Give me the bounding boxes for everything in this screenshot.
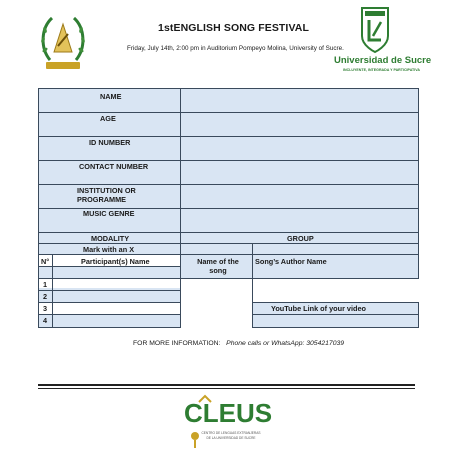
row-number-1: 1 <box>43 280 48 289</box>
modality-label: MODALITY <box>91 234 130 243</box>
number-column-header: N° <box>41 257 50 266</box>
group-label: GROUP <box>287 234 314 243</box>
university-shield-logo <box>360 6 390 54</box>
cleus-logo <box>183 392 273 450</box>
music-genre-label: MUSIC GENRE <box>83 209 135 218</box>
university-tagline: INCLUYENTE, INTEGRADA Y PARTICIPATIVA <box>343 68 420 72</box>
row-1-cell[interactable] <box>39 278 180 288</box>
festival-crest-logo <box>38 10 88 74</box>
age-label: AGE <box>100 114 116 123</box>
divider-line <box>38 384 415 386</box>
info-label: FOR MORE INFORMATION: <box>133 340 221 347</box>
row-3-cell[interactable] <box>39 302 180 314</box>
row-number-2: 2 <box>43 292 48 301</box>
contact-text: Phone calls or WhatsApp: 3054217039 <box>226 340 345 347</box>
festival-subtitle: Friday, July 14th, 2:00 pm in Auditorium Pompeyo Molina, University of Sucre. <box>127 45 344 52</box>
cleus-logo-subtext: CENTRO DE LENGUAS EXTRANJERAS <box>201 431 261 435</box>
song-name-column-header: Name of the song <box>197 257 239 275</box>
author-column-header: Song’s Author Name <box>255 257 327 266</box>
song-name-input-cell[interactable] <box>180 278 252 328</box>
registration-form-table <box>38 88 419 328</box>
institution-label: INSTITUTION OR PROGRAMME <box>77 186 136 204</box>
university-name: Universidad de Sucre <box>334 55 432 66</box>
festival-title: 1stENGLISH SONG FESTIVAL <box>158 22 309 34</box>
contact-info <box>133 340 344 347</box>
cleus-logo-text: CLEUS <box>183 398 273 428</box>
author-input-cell[interactable] <box>252 278 419 302</box>
contact-number-label: CONTACT NUMBER <box>79 162 149 171</box>
row-number-3: 3 <box>43 304 48 313</box>
youtube-link-label: YouTube Link of your video <box>271 304 366 313</box>
svg-text:DE LA UNIVERSIDAD DE SUCRE: DE LA UNIVERSIDAD DE SUCRE <box>206 436 256 440</box>
id-number-label: ID NUMBER <box>89 138 131 147</box>
divider-line-thin <box>38 388 415 389</box>
name-label: NAME <box>100 92 122 101</box>
participants-column-header: Participant(s) Name <box>81 257 150 266</box>
mark-x-label: Mark with an X <box>83 245 135 254</box>
row-number-4: 4 <box>43 316 48 325</box>
